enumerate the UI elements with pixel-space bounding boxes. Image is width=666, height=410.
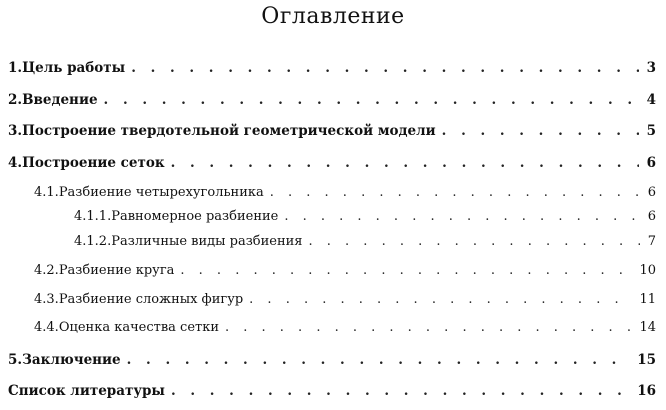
toc-entry-4[interactable] — [8, 153, 656, 173]
toc-entry-title: Разбиение круга — [58, 263, 175, 278]
toc-entry-title: Введение — [22, 92, 98, 108]
toc-entry-number: 2. — [8, 92, 23, 108]
dot-leader — [309, 232, 640, 252]
toc-entry-3[interactable] — [8, 121, 656, 141]
dot-leader — [171, 153, 639, 173]
toc-entry-page: 5 — [646, 123, 656, 139]
toc-entry-number: 4.1.2. — [74, 234, 112, 249]
toc-entry-4-3[interactable] — [34, 290, 656, 310]
page-title: Оглавление — [261, 4, 405, 29]
dot-leader — [442, 121, 639, 141]
toc-entry-number: 4.2. — [34, 263, 59, 278]
toc-entry-title: Разбиение сложных фигур — [58, 292, 244, 307]
toc-entry-4-1[interactable] — [34, 183, 656, 203]
dot-leader — [270, 183, 640, 203]
toc-entry-number: 4.4. — [34, 320, 59, 335]
toc-entry-2[interactable] — [8, 90, 656, 110]
dot-leader — [180, 261, 631, 281]
toc-entry-page: 4 — [646, 92, 656, 108]
toc-entry-page: 6 — [646, 155, 656, 171]
toc-entry-title: Цель работы — [22, 60, 126, 76]
toc-entry-page: 7 — [647, 234, 656, 249]
toc-entry-page: 15 — [637, 352, 656, 368]
toc-entry-page: 14 — [639, 320, 656, 335]
toc-entry-title: Равномерное разбиение — [111, 209, 279, 224]
toc-entry-4-4[interactable] — [34, 318, 656, 338]
toc-entry-5[interactable] — [8, 350, 656, 370]
dot-leader — [104, 90, 639, 110]
toc-entry-number: 4.1.1. — [74, 209, 112, 224]
toc-entry-4-1-1[interactable] — [74, 207, 656, 227]
toc-entry-title: Различные виды разбиения — [111, 234, 303, 249]
dot-leader — [284, 207, 639, 227]
toc-entry-page: 10 — [639, 263, 656, 278]
dot-leader — [171, 381, 629, 401]
toc-entry-page: 3 — [646, 60, 656, 76]
toc-entry-4-2[interactable] — [34, 261, 656, 281]
dot-leader — [249, 290, 631, 310]
dot-leader — [225, 318, 631, 338]
toc-entry-title: Построение твердотельной геометрической модели — [22, 123, 436, 139]
toc-entry-number: 4.3. — [34, 292, 59, 307]
toc-entry-number: 5. — [8, 352, 23, 368]
toc-entry-number: 1. — [8, 60, 23, 76]
dot-leader — [127, 350, 630, 370]
toc-entry-title: Заключение — [22, 352, 121, 368]
toc-entry-4-1-2[interactable] — [74, 232, 656, 252]
toc-entry-number: 3. — [8, 123, 23, 139]
toc-entry-page: 6 — [647, 185, 656, 200]
toc-entry-title: Разбиение четырехугольника — [58, 185, 264, 200]
toc-entry-page: 11 — [639, 292, 656, 307]
toc-entry-number: 4. — [8, 155, 23, 171]
toc-entry-page: 16 — [637, 383, 656, 399]
dot-leader — [131, 58, 638, 78]
toc-entry-title: Построение сеток — [22, 155, 165, 171]
toc-entry-title: Оценка качества сетки — [58, 320, 219, 335]
toc-entry-1[interactable] — [8, 58, 656, 78]
toc-entry-title: Список литературы — [8, 383, 165, 399]
toc-entry-bibliography[interactable] — [8, 381, 656, 401]
toc-entry-page: 6 — [647, 209, 656, 224]
toc-entry-number: 4.1. — [34, 185, 59, 200]
